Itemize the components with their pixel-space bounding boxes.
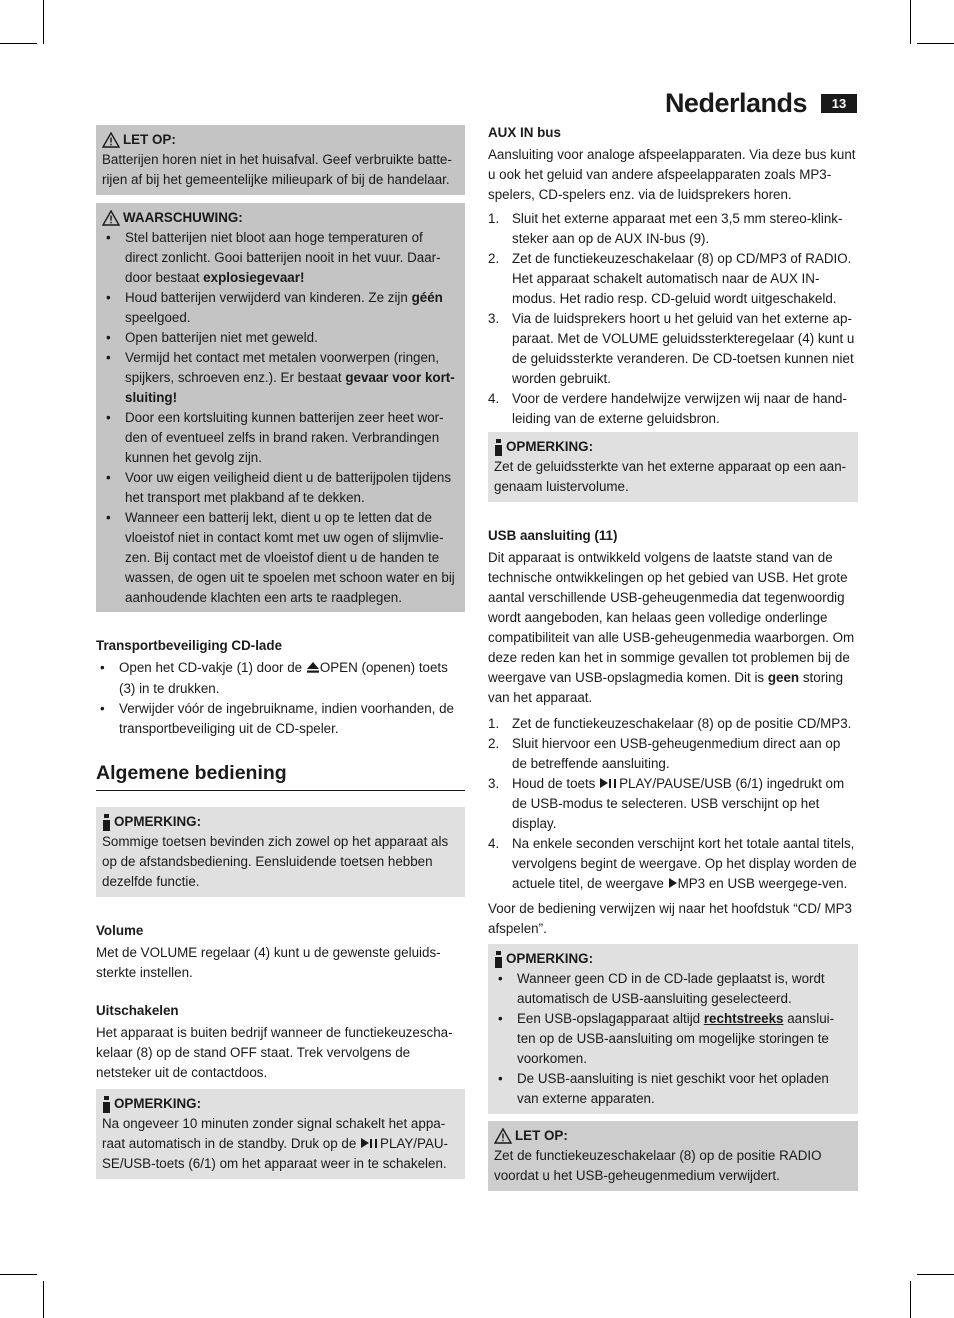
warning-triangle-icon bbox=[102, 132, 120, 148]
note-box bbox=[488, 432, 858, 502]
note-list bbox=[494, 969, 852, 1109]
crop-mark bbox=[43, 0, 44, 44]
usb-steps bbox=[488, 714, 858, 894]
list-item: • Verwijder vóór de ingebruikname, indien voorhanden, de transportbeveiliging uit de CD-speler. bbox=[96, 699, 465, 739]
list-item: • Open batterijen niet met geweld. bbox=[102, 328, 459, 348]
note-title: OPMERKING: bbox=[506, 439, 594, 454]
info-icon bbox=[494, 951, 503, 968]
pause-icon bbox=[370, 1139, 377, 1148]
crop-mark bbox=[43, 1281, 44, 1318]
note-box bbox=[488, 944, 858, 1114]
caution-title: LET OP: bbox=[515, 1128, 568, 1143]
list-item: • Vermijd het contact met metalen voorwerpen (ringen, spijkers, schroeven enz.). Er bestaat gevaar voor kort-sluiting! bbox=[102, 348, 459, 408]
off-heading: Uitschakelen bbox=[96, 1003, 179, 1018]
pause-icon bbox=[609, 779, 616, 788]
transport-list bbox=[96, 658, 465, 739]
play-icon bbox=[669, 878, 677, 888]
left-column bbox=[96, 125, 465, 1187]
volume-text: Met de VOLUME regelaar (4) kunt u de gewenste geluids-sterkte instellen. bbox=[96, 945, 441, 980]
play-icon bbox=[600, 778, 608, 788]
crop-mark bbox=[917, 43, 954, 44]
crop-mark bbox=[917, 1274, 954, 1275]
usb-heading: USB aansluiting (11) bbox=[488, 528, 618, 543]
note-text: Sommige toetsen bevinden zich zowel op het apparaat als op de afstandsbediening. Eensluidende toetsen hebben dezelfde functie. bbox=[102, 834, 449, 889]
page-title: Nederlands bbox=[664, 88, 807, 118]
info-icon bbox=[494, 439, 503, 456]
caution-text: Zet de functiekeuzeschakelaar (8) op de positie RADIO voordat u het USB-geheugenmedium verwijdert. bbox=[494, 1148, 822, 1183]
list-item: 3. Houd de toets PLAY/PAUSE/USB (6/1) ingedrukt om de USB-modus te selecteren. USB verschijnt op het display. bbox=[488, 776, 845, 831]
info-icon bbox=[102, 1096, 111, 1113]
list-item: 3. Via de luidsprekers hoort u het geluid van het externe ap-paraat. Met de VOLUME geluidssterkteregelaar (4) kunt u de geluidssterkte veranderen. De CD-toetsen kunnen niet worden gebruikt. bbox=[488, 311, 855, 386]
list-item: • De USB-aansluiting is niet geschikt voor het opladen van externe apparaten. bbox=[494, 1069, 852, 1109]
list-item: • Door een kortsluiting kunnen batterijen zeer heet wor-den of eventueel zelfs in brand raken. Verbrandingen kunnen het gevolg zijn. bbox=[102, 408, 459, 468]
list-item: • Stel batterijen niet bloot aan hoge temperaturen of direct zonlicht. Gooi batterijen nooit in het vuur. Daar-door bestaat explosiegevaar! bbox=[102, 228, 459, 288]
crop-mark bbox=[0, 1274, 37, 1275]
info-icon bbox=[102, 814, 111, 831]
list-item: 2. Sluit hiervoor een USB-geheugenmedium direct aan op de betreffende aansluiting. bbox=[488, 736, 841, 771]
crop-mark bbox=[910, 1281, 911, 1318]
usb-intro: Dit apparaat is ontwikkeld volgens de laatste stand van de technische ontwikkelingen op het gebied van USB. Het grote aantal verschillende USB-geheugenmedia dat tegenwoordig wordt aangeboden, kan helaas geen volledige onderlinge compatibiliteit van alle USB-geheugenmedia waarborgen. Om deze reden kan het in sommige gevallen tot problemen bij de weergave van USB-opslagmedia komen. Dit is geen storing van het apparaat. bbox=[488, 550, 855, 705]
caution-box bbox=[96, 125, 465, 195]
transport-heading: Transportbeveiliging CD-lade bbox=[96, 638, 283, 653]
volume-heading: Volume bbox=[96, 923, 144, 938]
off-text: Het apparaat is buiten bedrijf wanneer de functiekeuzescha-kelaar (8) op de stand OFF staat. Trek vervolgens de netsteker uit de contactdoos. bbox=[96, 1025, 453, 1080]
page-header bbox=[665, 86, 857, 120]
right-column bbox=[488, 125, 858, 1199]
note-title: OPMERKING: bbox=[114, 1096, 202, 1111]
usb-outro: Voor de bediening verwijzen wij naar het hoofdstuk “CD/ MP3 afspelen”. bbox=[488, 901, 852, 936]
list-item: • Voor uw eigen veiligheid dient u de batterijpolen tijdens het transport met plakband af te dekken. bbox=[102, 468, 459, 508]
aux-steps bbox=[488, 209, 858, 429]
list-item: 4. Na enkele seconden verschijnt kort het totale aantal titels, vervolgens begint de weergave. Op het display worden de actuele titel, de weergave MP3 en USB weergege-ven. bbox=[488, 836, 857, 891]
note-text: Zet de geluidssterkte van het externe apparaat op een aan-genaam luistervolume. bbox=[494, 459, 847, 494]
list-item: 2. Zet de functiekeuzeschakelaar (8) op CD/MP3 of RADIO. Het apparaat schakelt automatisch naar de AUX IN-modus. Het radio resp. CD-geluid wordt uitgeschakeld. bbox=[488, 251, 852, 306]
caution-text: Batterijen horen niet in het huisafval. Geef verbruikte batte-rijen af bij het gemeentelijke milieupark of bij de handelaar. bbox=[102, 152, 452, 187]
warning-triangle-icon bbox=[102, 210, 120, 226]
list-item: 1. Zet de functiekeuzeschakelaar (8) op de positie CD/MP3. bbox=[488, 716, 852, 731]
note-box bbox=[96, 807, 465, 897]
list-item: • Wanneer een batterij lekt, dient u op te letten dat de vloeistof niet in contact komt met uw ogen of slijmvlie-zen. Bij contact met de vloeistof dient u de handen te wassen, de ogen uit te spoelen met schoon water en bij aanhoudende klachten een arts te raadplegen. bbox=[102, 508, 459, 608]
list-item: • Een USB-opslagapparaat altijd rechtstreeks aanslui-ten op de USB-aansluiting om mogelijke storingen te voorkomen. bbox=[494, 1009, 852, 1069]
note-text: Na ongeveer 10 minuten zonder signal schakelt het appa-raat automatisch in de standby. Druk op de PLAY/PAU-SE/USB-toets (6/1) om het apparaat weer in te schakelen. bbox=[102, 1116, 449, 1171]
list-item: • Wanneer geen CD in de CD-lade geplaatst is, wordt automatisch de USB-aansluiting geselecteerd. bbox=[494, 969, 852, 1009]
eject-icon bbox=[307, 659, 319, 679]
page-number: 13 bbox=[821, 94, 857, 113]
play-icon bbox=[361, 1138, 369, 1148]
crop-mark bbox=[910, 0, 911, 44]
note-title: OPMERKING: bbox=[114, 814, 202, 829]
list-item: • Open het CD-vakje (1) door de OPEN (openen) toets (3) in te drukken. bbox=[96, 658, 465, 699]
caution-title: LET OP: bbox=[123, 132, 176, 147]
crop-mark bbox=[0, 43, 37, 44]
warning-box bbox=[96, 203, 465, 612]
list-item: • Houd batterijen verwijderd van kinderen. Ze zijn géén speelgoed. bbox=[102, 288, 459, 328]
note-title: OPMERKING: bbox=[506, 951, 594, 966]
note-box bbox=[96, 1089, 465, 1179]
aux-intro: Aansluiting voor analoge afspeelapparaten. Via deze bus kunt u ook het geluid van andere afspeelapparaten zoals MP3-spelers, CD-spelers enz. via de luidsprekers horen. bbox=[488, 147, 856, 202]
section-title: Algemene bediening bbox=[96, 761, 465, 791]
warning-list bbox=[102, 228, 459, 608]
warning-title: WAARSCHUWING: bbox=[123, 210, 243, 225]
caution-box bbox=[488, 1121, 858, 1191]
aux-heading: AUX IN bus bbox=[488, 125, 561, 140]
list-item: 1. Sluit het externe apparaat met een 3,5 mm stereo-klink-steker aan op de AUX IN-bus (9). bbox=[488, 211, 843, 246]
list-item: 4. Voor de verdere handelwijze verwijzen wij naar de hand-leiding van de externe geluidsbron. bbox=[488, 391, 847, 426]
warning-triangle-icon bbox=[494, 1128, 512, 1144]
